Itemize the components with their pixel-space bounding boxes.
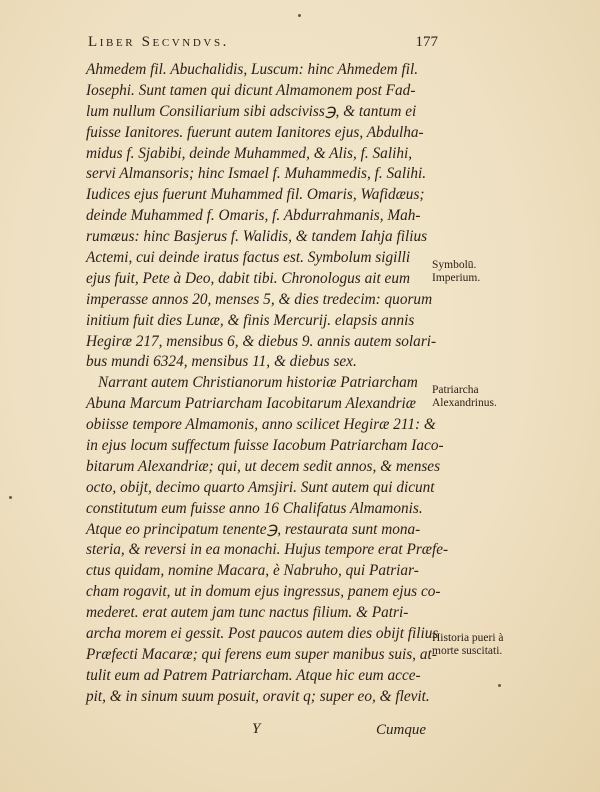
text-line: Abuna Marcum Patriarcham Iacobitarum Alexandriæ: [86, 395, 416, 413]
body-text: [86, 60, 449, 708]
text-line: ctus quidam, nomine Macara, è Nabruho, qui Patriar-: [86, 562, 419, 580]
text-line: lum nullum Consiliarium sibi adsciviss℈, & tantum ei: [86, 102, 417, 120]
paper-speck: [498, 684, 501, 687]
text-line: in ejus locum suffectum fuisse Iacobum Patriarcham Iaco-: [86, 437, 444, 455]
margin-note-historia: Historia pueri à morte suscitati.: [432, 632, 504, 657]
text-line: obiisse tempore Almamonis, anno scilicet Hegiræ 211: &: [86, 416, 436, 434]
catchword: Cumque: [376, 722, 426, 738]
text-line: pit, & in sinum suum posuit, oravit q; super eo, & flevit.: [86, 687, 430, 705]
text-line: bus mundi 6324, mensibus 11, & diebus sex.: [86, 353, 357, 371]
text-line: initium fuit dies Lunæ, & finis Mercurij. elapsis annis: [86, 311, 415, 329]
margin-note-symbolum: Symbolū. Imperium.: [432, 259, 481, 284]
page-header: [88, 34, 438, 56]
text-line: Iudices ejus fuerunt Muhammed fil. Omaris, Wafidæus;: [86, 186, 425, 204]
text-line: archa morem ei gessit. Post paucos autem dies obijt filius: [86, 625, 439, 643]
text-line: tulit eum ad Patrem Patriarcham. Atque hic eum acce-: [86, 666, 421, 684]
text-line: constitutum eum fuisse anno 16 Chalifatus Almamonis.: [86, 499, 423, 517]
text-line: ejus fuit, Pete à Deo, dabit tibi. Chronologus ait eum: [86, 269, 411, 287]
text-line: fuisse Ianitores. fuerunt autem Ianitores ejus, Abdulha-: [86, 123, 424, 141]
text-line: cham rogavit, ut in domum ejus ingressus, panem ejus co-: [86, 583, 441, 601]
text-line: Præfecti Macaræ; qui ferens eum super manibus suis, at-: [86, 645, 437, 663]
text-line: bitarum Alexandriæ; qui, ut decem sedit annos, & menses: [86, 457, 441, 475]
paper-speck: [298, 14, 301, 17]
text-line: Iosephi. Sunt tamen qui dicunt Almamonem post Fad-: [86, 81, 416, 99]
margin-note-patriarcha: Patriarcha Alexandrinus.: [432, 384, 497, 409]
text-line: mederet. erat autem jam tunc nactus filium. & Patri-: [86, 604, 409, 622]
text-line: imperasse annos 20, menses 5, & dies tredecim: quorum: [86, 290, 433, 308]
text-line: Narrant autem Christianorum historiæ Patriarcham: [98, 374, 418, 392]
text-line: Ahmedem fil. Abuchalidis, Luscum: hinc Ahmedem fil.: [86, 61, 419, 78]
text-line: Actemi, cui deinde iratus factus est. Symbolum sigilli: [86, 249, 411, 267]
paper-speck: [9, 496, 12, 499]
text-line: servi Almansoris; hinc Ismael f. Muhammedis, f. Salihi.: [86, 165, 427, 183]
text-line: Atque eo principatum tenente℈, restaurata sunt mona-: [86, 520, 421, 538]
text-line: deinde Muhammed f. Omaris, f. Abdurrahmanis, Mah-: [86, 207, 421, 225]
signature-mark: Y: [252, 721, 261, 737]
text-line: Hegiræ 217, mensibus 6, & diebus 9. annis autem solari-: [86, 332, 437, 350]
text-line: midus f. Sjabibi, deinde Muhammed, & Alis, f. Salihi,: [86, 144, 413, 162]
text-line: octo, obijt, decimo quarto Amsjiri. Sunt autem qui dicunt: [86, 478, 435, 496]
running-head: Liber Secvndvs.: [88, 34, 230, 50]
page-number: 177: [415, 34, 438, 50]
text-line: rumæus: hinc Basjerus f. Walidis, & tandem Iahja filius: [86, 228, 428, 246]
text-line: steria, & reversi in ea monachi. Hujus tempore erat Præfe-: [86, 541, 449, 559]
